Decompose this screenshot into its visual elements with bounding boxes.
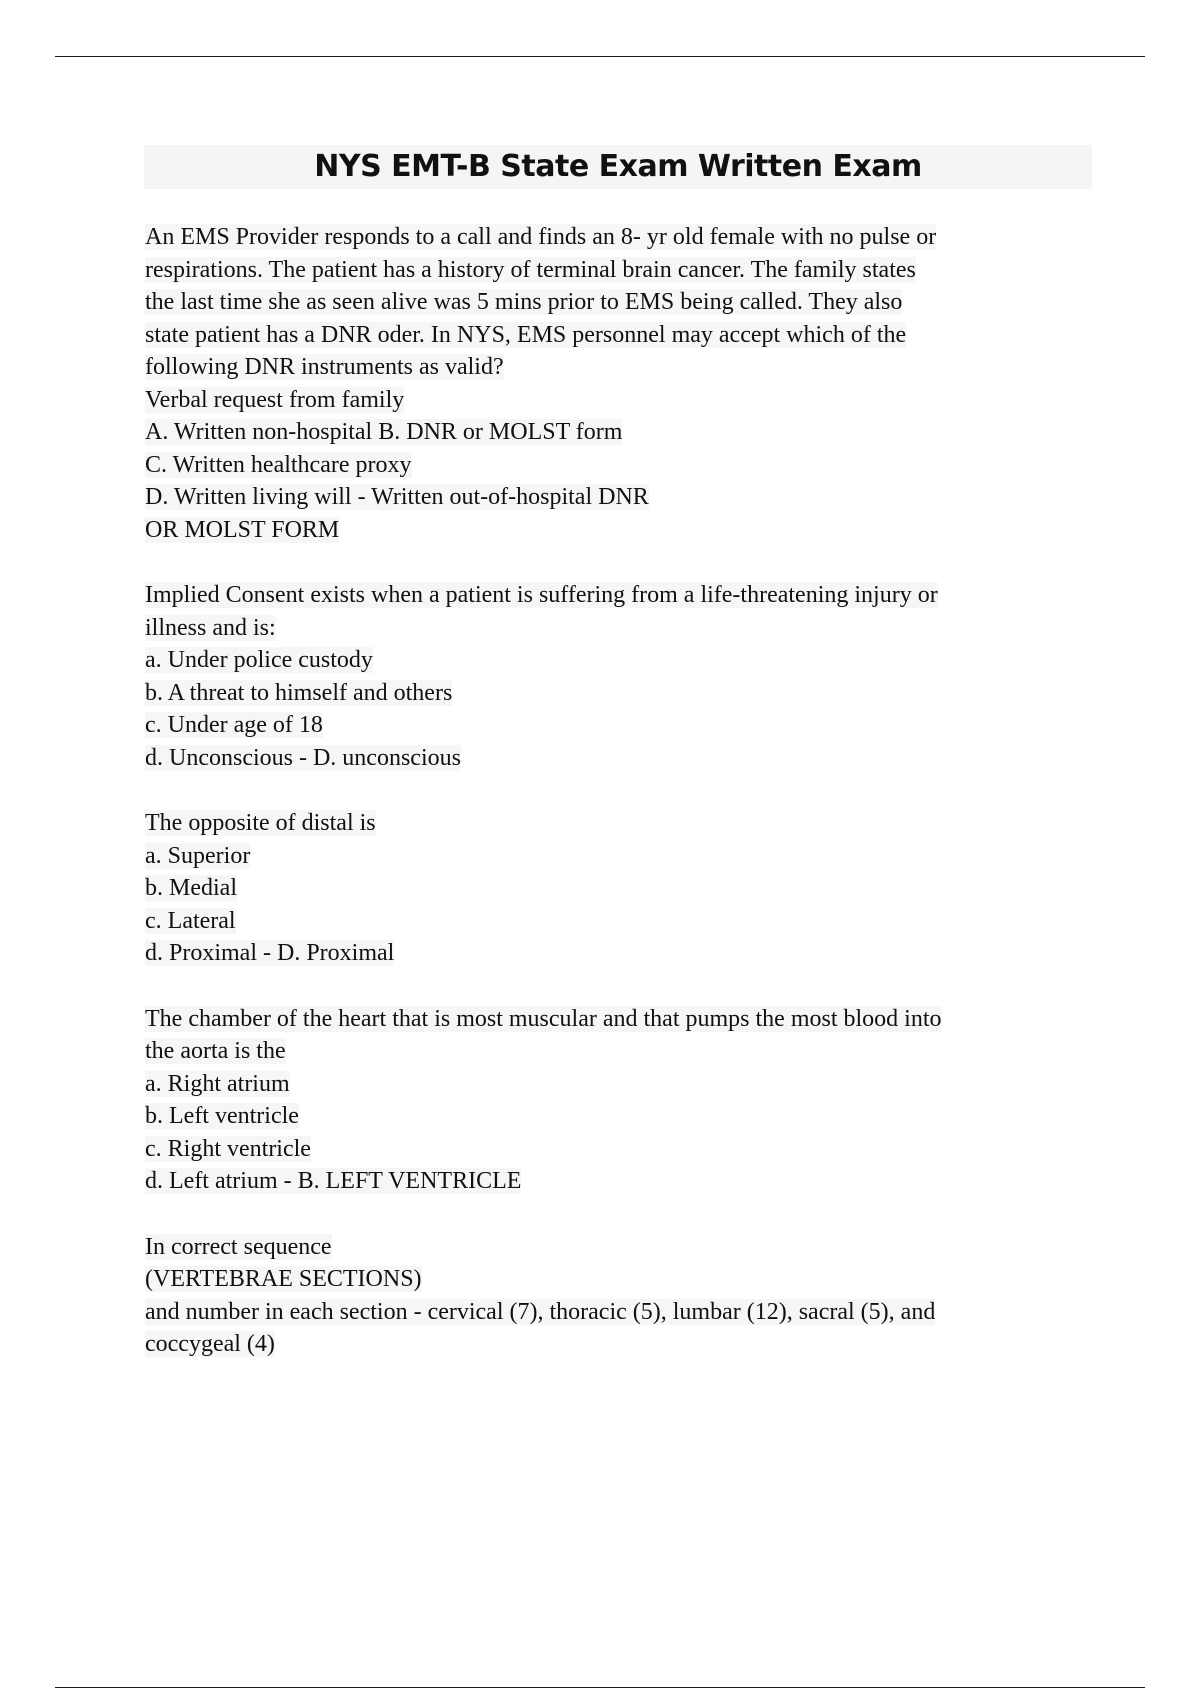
question-text-line: (VERTEBRAE SECTIONS) — [145, 1266, 422, 1292]
answer-option: c. Right ventricle — [145, 1135, 311, 1162]
question-text-line: state patient has a DNR oder. In NYS, EMS personnel may accept which of the — [145, 321, 907, 348]
question-4 — [145, 1003, 1095, 1198]
footer-rule — [55, 1687, 1145, 1688]
answer-option: a. Superior — [145, 842, 251, 869]
answer-option: d. Proximal - D. Proximal — [145, 940, 395, 966]
title-banner — [144, 145, 1092, 189]
answer-option: A. Written non-hospital B. DNR or MOLST form — [145, 419, 623, 445]
answer-option: a. Right atrium — [145, 1070, 290, 1097]
answer-option: d. Left atrium - B. LEFT VENTRICLE — [145, 1168, 522, 1194]
question-1 — [145, 221, 1095, 546]
header-rule — [55, 56, 1145, 57]
answer-option: a. Under police custody — [145, 647, 373, 673]
question-text-line: the last time she as seen alive was 5 mins prior to EMS being called. They also — [145, 289, 903, 315]
question-text-line: Implied Consent exists when a patient is suffering from a life-threatening injury or — [145, 582, 938, 608]
question-5 — [145, 1231, 1095, 1361]
document-body — [145, 221, 1095, 1394]
answer-option: Verbal request from family — [145, 386, 405, 413]
answer-key: and number in each section - cervical (7), thoracic (5), lumbar (12), sacral (5), and — [145, 1298, 936, 1325]
answer-key: OR MOLST FORM — [145, 516, 340, 543]
answer-option: D. Written living will - Written out-of-hospital DNR — [145, 484, 649, 510]
question-text-line: In correct sequence — [145, 1233, 332, 1260]
question-text-line: The opposite of distal is — [145, 810, 376, 836]
question-text-line: respirations. The patient has a history of terminal brain cancer. The family states — [145, 256, 916, 283]
question-2 — [145, 579, 1095, 774]
answer-option: c. Under age of 18 — [145, 712, 323, 738]
question-text-line: illness and is: — [145, 614, 276, 641]
answer-key: coccygeal (4) — [145, 1331, 275, 1357]
answer-option: b. Medial — [145, 875, 237, 901]
question-text-line: the aorta is the — [145, 1038, 286, 1064]
question-text-line: following DNR instruments as valid? — [145, 354, 504, 380]
question-text-line: An EMS Provider responds to a call and finds an 8- yr old female with no pulse or — [145, 224, 937, 250]
answer-option: d. Unconscious - D. unconscious — [145, 744, 461, 771]
document-title: NYS EMT-B State Exam Written Exam — [314, 149, 922, 184]
question-text-line: The chamber of the heart that is most muscular and that pumps the most blood into — [145, 1005, 942, 1032]
answer-option: C. Written healthcare proxy — [145, 451, 412, 478]
answer-option: c. Lateral — [145, 907, 236, 934]
answer-option: b. A threat to himself and others — [145, 679, 453, 706]
question-3 — [145, 807, 1095, 970]
answer-option: b. Left ventricle — [145, 1103, 299, 1129]
